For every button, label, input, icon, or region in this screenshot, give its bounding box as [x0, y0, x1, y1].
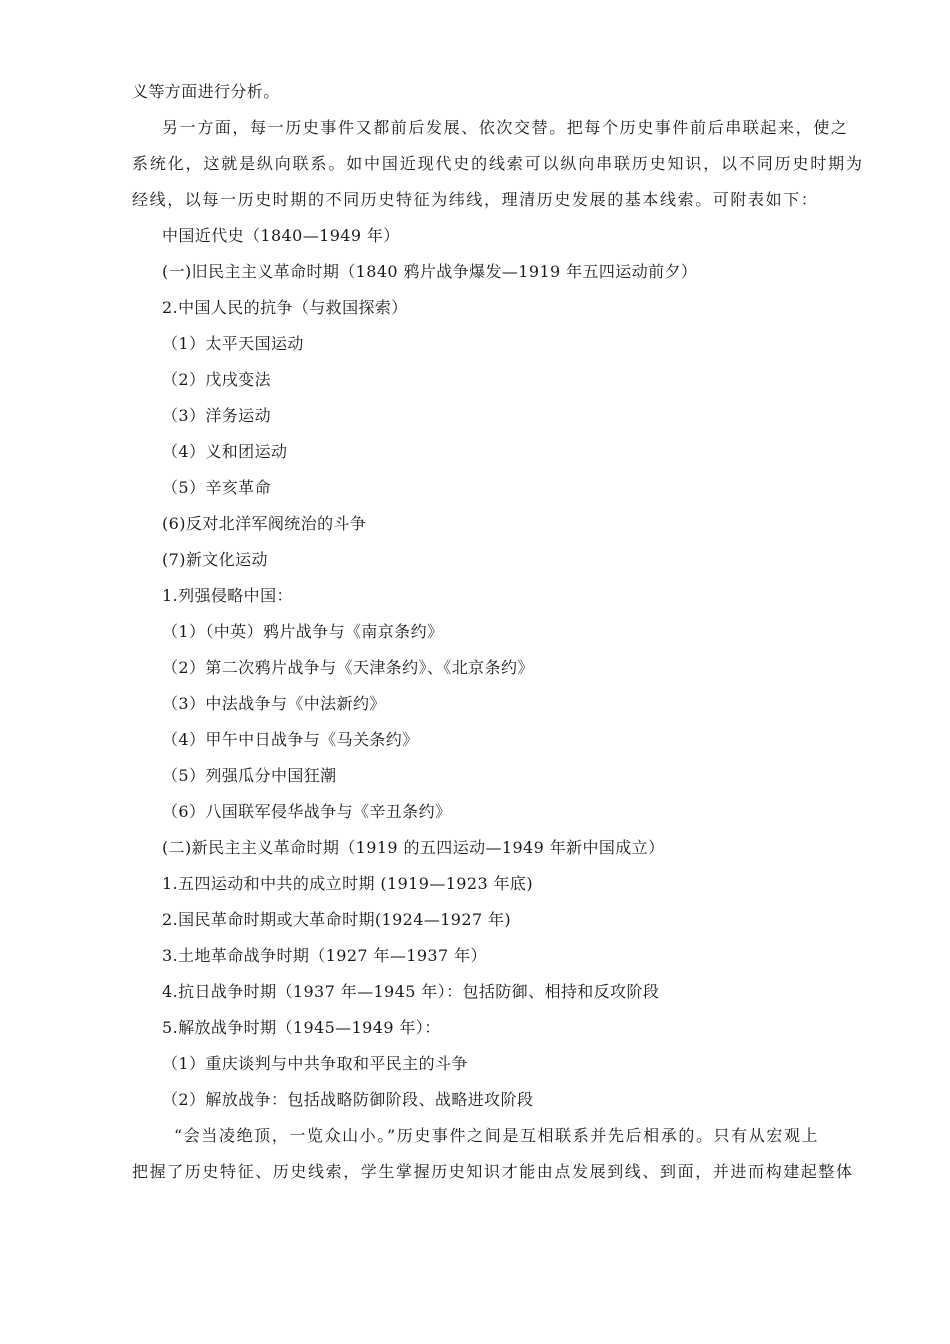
outline-item: （1）重庆谈判与中共争取和平民主的斗争: [162, 1054, 468, 1073]
outline-subheading: 2.国民革命时期或大革命时期(1924—1927 年): [162, 910, 512, 929]
paragraph-line: 经线，以每一历史时期的不同历史特征为纬线，理清历史发展的基本线索。可附表如下：: [132, 190, 819, 209]
outline-item: (6)反对北洋军阀统治的斗争: [162, 514, 367, 533]
outline-subheading: 1.列强侵略中国：: [162, 586, 293, 605]
outline-item: （1）（中英）鸦片战争与《南京条约》: [162, 622, 444, 641]
outline-subheading: 5.解放战争时期（1945—1949 年）：: [162, 1018, 441, 1037]
outline-title: 中国近代史（1840—1949 年）: [162, 226, 400, 245]
outline-item: （5）辛亥革命: [162, 478, 271, 497]
paragraph-line: 把握了历史特征、历史线索，学生掌握历史知识才能由点发展到线、到面，并进而构建起整体: [132, 1162, 854, 1181]
outline-item: (7)新文化运动: [162, 550, 268, 569]
outline-item: （6）八国联军侵华战争与《辛丑条约》: [162, 802, 452, 821]
outline-heading: (一)旧民主主义革命时期（1840 鸦片战争爆发—1919 年五四运动前夕）: [162, 262, 698, 281]
outline-item: （4）甲午中日战争与《马关条约》: [162, 730, 419, 749]
outline-item: （2）第二次鸦片战争与《天津条约》、《北京条约》: [162, 658, 534, 677]
outline-item: （1）太平天国运动: [162, 334, 304, 353]
outline-item: （2）戊戌变法: [162, 370, 271, 389]
outline-item: （4）义和团运动: [162, 442, 288, 461]
outline-item: （2）解放战争：包括战略防御阶段、战略进攻阶段: [162, 1090, 534, 1109]
outline-subheading: 4.抗日战争时期（1937 年—1945 年）：包括防御、相持和反攻阶段: [162, 982, 660, 1001]
outline-subheading: 1.五四运动和中共的成立时期 (1919—1923 年底): [162, 874, 533, 893]
outline-subheading: 2.中国人民的抗争（与救国探索）: [162, 298, 408, 317]
outline-item: （3）洋务运动: [162, 406, 271, 425]
paragraph-line: 另一方面，每一历史事件又都前后发展、依次交替。把每个历史事件前后串联起来，使之: [162, 118, 849, 137]
paragraph-line: 系统化，这就是纵向联系。如中国近现代史的线索可以纵向串联历史知识，以不同历史时期为: [132, 154, 864, 173]
outline-heading: (二)新民主主义革命时期（1919 的五四运动—1949 年新中国成立）: [162, 838, 665, 857]
paragraph-line: 义等方面进行分析。: [132, 82, 280, 101]
outline-item: （3）中法战争与《中法新约》: [162, 694, 386, 713]
paragraph-line: “会当凌绝顶，一览众山小。”历史事件之间是互相联系并先后相承的。只有从宏观上: [174, 1126, 820, 1145]
outline-item: （5）列强瓜分中国狂潮: [162, 766, 337, 785]
outline-subheading: 3.土地革命战争时期（1927 年—1937 年）: [162, 946, 487, 965]
